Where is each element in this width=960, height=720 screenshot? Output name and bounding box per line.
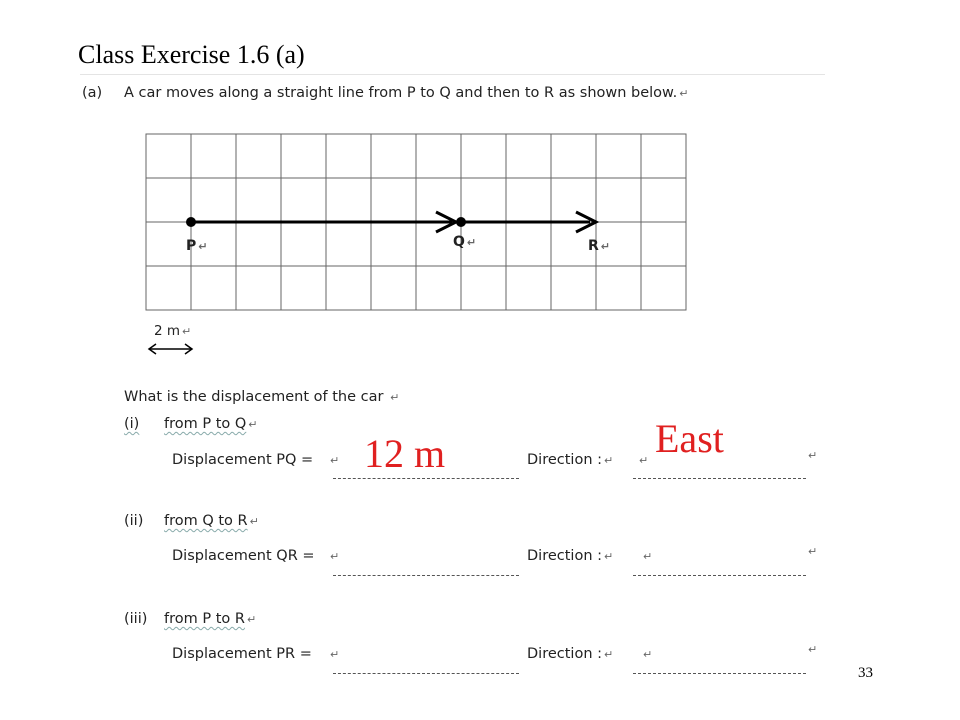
item-ii-direction-label: Direction : ↵	[527, 548, 614, 564]
question-prompt: What is the displacement of the car ↵	[124, 389, 400, 405]
answer-line-pr-direction	[633, 673, 806, 674]
question-stem: A car moves along a straight line from P to Q and then to R as shown below. ↵	[124, 85, 689, 101]
item-iii-displacement-label: Displacement PR =	[172, 646, 312, 662]
answer-pq-displacement: 12 m	[364, 431, 446, 476]
item-iii-end-mark: ↵	[808, 643, 818, 656]
scale-label: 2 m ↵	[154, 323, 192, 339]
item-ii-direction-mark: ↵	[643, 550, 653, 563]
item-i-end-mark: ↵	[808, 449, 818, 462]
item-i-return-mark: ↵	[330, 454, 340, 467]
item-i-direction-mark: ↵	[639, 454, 649, 467]
item-iii-return-mark: ↵	[330, 648, 340, 661]
item-ii-numeral: (ii)	[124, 513, 144, 529]
item-i-numeral: (i)	[124, 416, 140, 432]
item-i-route: from P to Q ↵	[164, 416, 258, 432]
point-q-label: Q ↵	[453, 234, 477, 250]
point-q-dot	[456, 217, 466, 227]
point-p-label: P ↵	[186, 238, 208, 254]
answer-line-pr-displacement	[333, 673, 519, 674]
item-iii-numeral: (iii)	[124, 611, 148, 627]
point-r-label: R ↵	[588, 238, 610, 254]
item-iii-direction-mark: ↵	[643, 648, 653, 661]
slide-title: Class Exercise 1.6 (a)	[78, 40, 305, 69]
scale-arrow	[149, 344, 192, 354]
item-iii-direction-label: Direction : ↵	[527, 646, 614, 662]
answer-line-pq-displacement	[333, 478, 519, 479]
item-ii-route: from Q to R ↵	[164, 513, 259, 529]
item-i-direction-label: Direction : ↵	[527, 452, 614, 468]
answer-line-qr-direction	[633, 575, 806, 576]
answer-line-pq-direction	[633, 478, 806, 479]
answer-line-qr-displacement	[333, 575, 519, 576]
item-ii-end-mark: ↵	[808, 545, 818, 558]
page-number: 33	[858, 665, 873, 681]
item-ii-displacement-label: Displacement QR =	[172, 548, 315, 564]
item-i-displacement-label: Displacement PQ =	[172, 452, 314, 468]
point-p-dot	[186, 217, 196, 227]
item-iii-route: from P to R ↵	[164, 611, 257, 627]
question-part-label: (a)	[82, 85, 103, 101]
item-ii-return-mark: ↵	[330, 550, 340, 563]
answer-pq-direction: East	[655, 416, 724, 461]
